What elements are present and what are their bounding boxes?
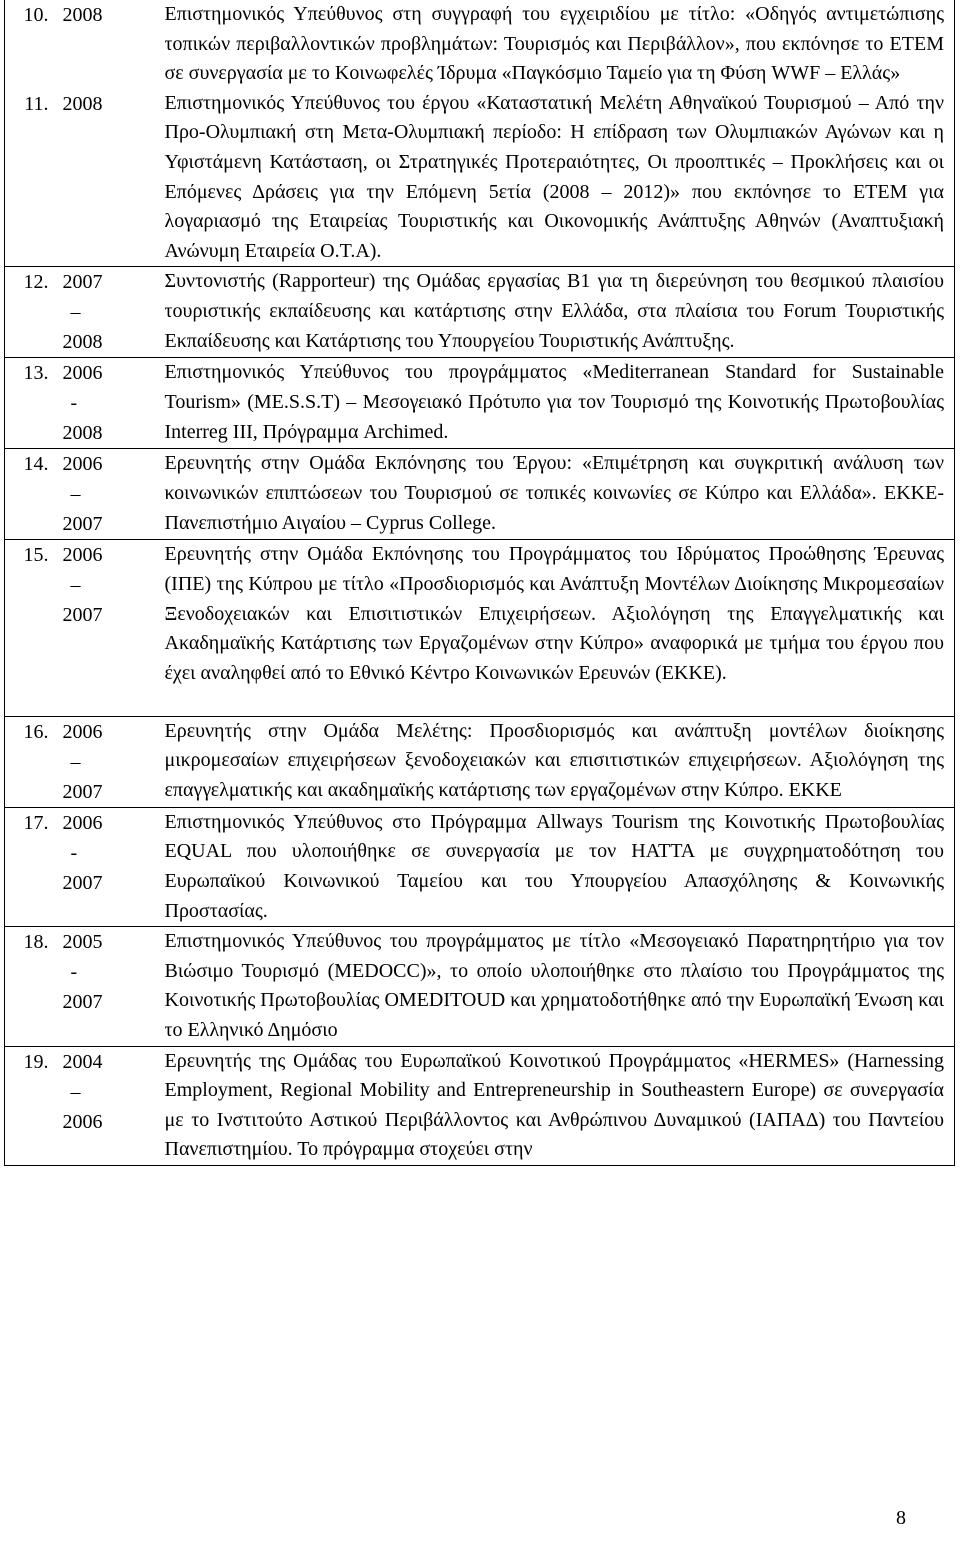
- year-start: 2006: [62, 811, 103, 834]
- entry-years: [55, 716, 157, 807]
- entry-number: 11.: [24, 92, 49, 115]
- year-start: 2005: [62, 931, 103, 954]
- year-separator: –: [70, 574, 81, 597]
- year-separator: –: [70, 483, 81, 506]
- table-row: [5, 807, 955, 926]
- year-end: 2007: [62, 780, 103, 803]
- year-end: 2007: [62, 513, 103, 536]
- table-row: [5, 358, 955, 449]
- year-end: 2007: [62, 604, 103, 627]
- year-separator: -: [70, 961, 78, 984]
- year-start: 2008: [62, 92, 103, 115]
- table-row: [5, 89, 955, 267]
- table-row: [5, 449, 955, 540]
- year-separator: -: [70, 392, 78, 415]
- year-start: 2006: [62, 544, 103, 567]
- year-start: 2004: [62, 1050, 103, 1073]
- entry-number: 15.: [5, 540, 55, 688]
- entry-description: Επιστημονικός Υπεύθυνος του προγράμματος «Mediterranean Standard for Sustainable Tourism» (ΜΕ.S.S.T) – Μεσογειακό Πρότυπο για τον Τουρισμό της Κοινοτικής Πρωτοβουλίας Interreg III, Πρόγραμμα Archimed.: [157, 358, 955, 449]
- year-end: 2008: [62, 331, 103, 354]
- entry-number: 13.: [5, 358, 55, 449]
- spacer-row: [5, 688, 955, 716]
- year-end: 2007: [62, 871, 103, 894]
- entry-number: 16.: [5, 716, 55, 807]
- table-row: [5, 1046, 955, 1165]
- entry-description: Επιστημονικός Υπεύθυνος του προγράμματος με τίτλο «Μεσογειακό Παρατηρητήριο για τον Βιώσιμο Τουρισμό (MEDOCC)», το οποίο υλοποιήθηκε στο πλαίσιο του Προγράμματος της Κοινοτικής Πρωτοβουλίας OMEDITOUD και χρηματοδοτήθηκε από την Ευρωπαϊκή Ένωση και το Ελληνικό Δημόσιο: [157, 927, 955, 1046]
- entry-years: [55, 89, 157, 267]
- entry-description: Επιστημονικός Υπεύθυνος στη συγγραφή του εγχειριδίου με τίτλο: «Οδηγός αντιμετώπισης τοπικών περιβαλλοντικών προβλημάτων: Τουρισμός και Περιβάλλον», που εκπόνησε το ΕΤΕΜ σε συνεργασία με το Κοινωφελές Ίδρυμα «Παγκόσμιο Ταμείο για τη Φύση WWF – Ελλάς»: [164, 3, 944, 85]
- year-start: 2008: [62, 4, 103, 26]
- year-end: 2006: [62, 1110, 103, 1133]
- entry-years: [55, 358, 157, 449]
- entry-years: [55, 0, 157, 89]
- entry-description: Επιστημονικός Υπεύθυνος του έργου «Καταστατική Μελέτη Αθηναϊκού Τουρισμού – Από την Προ-Ολυμπιακή στη Μετα-Ολυμπιακή περίοδο: Η επίδραση των Ολυμπιακών Αγώνων και η Υφιστάμενη Κατάσταση, οι Στρατηγικές Προτεραιότητες, Οι προοπτικές – Προκλήσεις και οι Επόμενες Δράσεις για την Επόμενη 5ετία (2008 – 2012)» που εκπόνησε το ΕΤΕΜ για λογαριασμό της Εταιρείας Τουριστικής και Οικονομικής Ανάπτυξης Αθηνών (Αναπτυξιακή Ανώνυμη Εταιρεία Ο.Τ.Α).: [164, 91, 944, 262]
- entry-years: [55, 540, 157, 688]
- entry-number: 17.: [5, 807, 55, 926]
- entry-description: Ερευνητής στην Ομάδα Εκπόνησης του Προγράμματος του Ιδρύματος Προώθησης Έρευνας (ΙΠΕ) της Κύπρου με τίτλο «Προσδιορισμός και Ανάπτυξη Μοντέλων Διοίκησης Μικρομεσαίων Ξενοδοχειακών και Επισιτιστικών Επιχειρήσεων. Αξιολόγηση της Επαγγελματικής και Ακαδημαϊκής Κατάρτισης των Εργαζομένων στην Κύπρο» αναφορικά με τμήμα του έργου που έχει αναληφθεί από το Εθνικό Κέντρο Κοινωνικών Ερευνών (ΕΚΚΕ).: [157, 540, 955, 688]
- table-row: [5, 267, 955, 358]
- table-row: [5, 0, 955, 89]
- entry-number: 18.: [5, 927, 55, 1046]
- experience-table: [4, 0, 955, 1166]
- table-row: [5, 927, 955, 1046]
- year-start: 2006: [62, 453, 103, 476]
- year-end: 2008: [62, 422, 103, 445]
- entry-number: 19.: [5, 1046, 55, 1165]
- year-start: 2007: [62, 271, 103, 294]
- entry-description: Συντονιστής (Rapporteur) της Ομάδας εργασίας Β1 για τη διερεύνηση του θεσμικού πλαισίου τουριστικής εκπαίδευσης και κατάρτισης στην Ελλάδα, στα πλαίσια του Forum Τουριστικής Εκπαίδευσης και Κατάρτισης του Υπουργείου Τουριστικής Ανάπτυξης.: [157, 267, 955, 358]
- entry-years: [55, 807, 157, 926]
- entry-years: [55, 1046, 157, 1165]
- table-row: [5, 716, 955, 807]
- entry-description: Επιστημονικός Υπεύθυνος στο Πρόγραμμα Allways Tourism της Κοινοτικής Πρωτοβουλίας EQUAL που υλοποιήθηκε σε συνεργασία με τον HATTA με συγχρηματοδότηση του Ευρωπαϊκού Κοινωνικού Ταμείου και του Υπουργείου Απασχόλησης & Κοινωνικής Προστασίας.: [157, 807, 955, 926]
- year-end: 2007: [62, 991, 103, 1014]
- year-start: 2006: [62, 720, 103, 743]
- entry-description: Ερευνητής της Ομάδας του Ευρωπαϊκού Κοινοτικού Προγράμματος «HERMES» (Harnessing Employment, Regional Mobility and Entrepreneurship in Southeastern Europe) σε συνεργασία με το Ινστιτούτο Αστικού Περιβάλλοντος και Ανθρώπινου Δυναμικού (ΙΑΠΑΔ) του Παντείου Πανεπιστημίου. Το πρόγραμμα στοχεύει στην: [157, 1046, 955, 1165]
- year-separator: –: [70, 1080, 81, 1103]
- entry-number: 10.: [23, 4, 49, 26]
- year-separator: –: [70, 750, 81, 773]
- entry-years: [55, 449, 157, 540]
- year-separator: -: [70, 841, 78, 864]
- year-start: 2006: [62, 362, 103, 385]
- entry-description: Ερευνητής στην Ομάδα Μελέτης: Προσδιορισμός και ανάπτυξη μοντέλων διοίκησης μικρομεσαίων επιχειρήσεων ξενοδοχειακών και επισιτιστικών επιχειρήσεων. Αξιολόγηση της επαγγελματικής και ακαδημαϊκής κατάρτισης των εργαζομένων στην Κύπρο. ΕΚΚΕ: [157, 716, 955, 807]
- table-row: [5, 540, 955, 688]
- entry-years: [55, 267, 157, 358]
- entry-description: Ερευνητής στην Ομάδα Εκπόνησης του Έργου: «Επιμέτρηση και συγκριτική ανάλυση των κοινωνικών επιπτώσεων του Τουρισμού σε τοπικές κοινωνίες σε Κύπρο και Ελλάδα». ΕΚΚΕ-Πανεπιστήμιο Αιγαίου – Cyprus College.: [157, 449, 955, 540]
- page-number: 8: [896, 1507, 906, 1529]
- year-separator: –: [70, 301, 81, 324]
- entry-number: 14.: [5, 449, 55, 540]
- entry-number: 12.: [5, 267, 55, 358]
- entry-years: [55, 927, 157, 1046]
